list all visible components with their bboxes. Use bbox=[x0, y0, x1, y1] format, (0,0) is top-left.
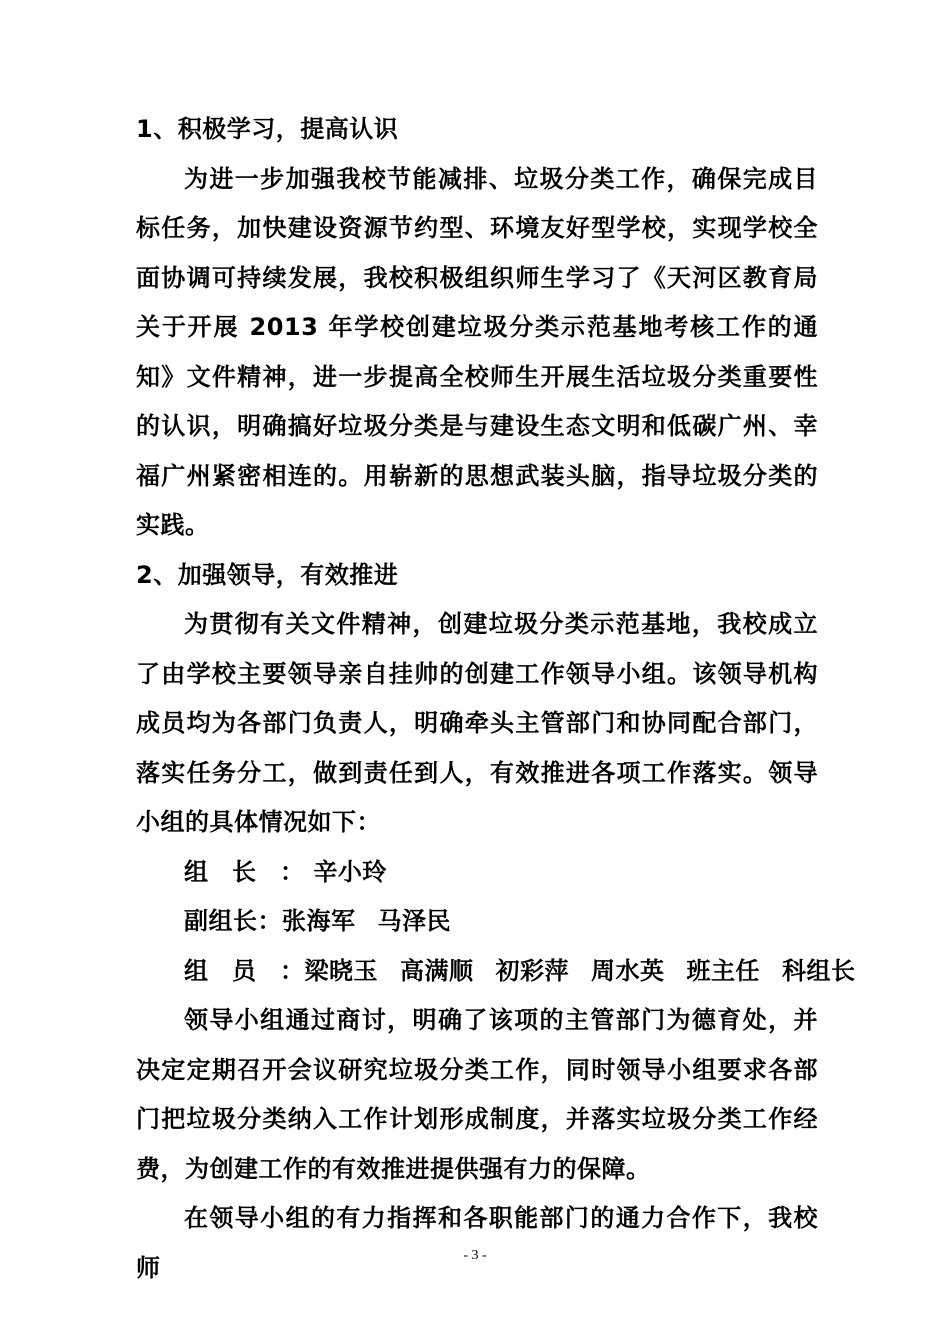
leader-label: 组长 bbox=[184, 857, 280, 886]
page-number: - 3 - bbox=[463, 1248, 487, 1263]
member-name: 初彩萍 bbox=[495, 956, 569, 985]
section-1-paragraph: 为进一步加强我校节能减排、垃圾分类工作，确保完成目标任务，加快建设资源节约型、环境友好型学校，实现学校全面协调可持续发展，我校积极组织师生学习了《天河区教育局关于开展 2013 年学校创建垃圾分类示范基地考核工作的通知》文件精神，进一步提高全校师生开展生活垃圾分类重要性的认识，明确搞好垃圾分类是与建设生态文明和低碳广州、幸福广州紧密相连的。用崭新的思想武装头脑，指导垃圾分类的实践。 bbox=[136, 164, 818, 539]
section-2-paragraph-2: 领导小组通过商讨，明确了该项的主管部门为德育处，并决定定期召开会议研究垃圾分类工作，同时领导小组要求各部门把垃圾分类纳入工作计划形成制度，并落实垃圾分类工作经费，为创建工作的有效推进提供强有力的保障。 bbox=[136, 1006, 818, 1183]
member-name: 班主任 bbox=[686, 956, 760, 985]
section-1-heading: 1、积极学习，提高认识 bbox=[136, 115, 399, 143]
deputy-label: 副组长 bbox=[184, 907, 258, 935]
members-line bbox=[136, 947, 856, 997]
section-2-heading: 2、加强领导，有效推进 bbox=[136, 560, 399, 589]
member-name: 梁晓玉 bbox=[304, 956, 378, 985]
deputy-name: 张海军 bbox=[282, 907, 356, 935]
section-2-paragraph-1: 为贯彻有关文件精神，创建垃圾分类示范基地，我校成立了由学校主要领导亲自挂帅的创建工作领导小组。该领导机构成员均为各部门负责人，明确牵头主管部门和协同配合部门，落实任务分工，做到责任到人，有效推进各项工作落实。领导小组的具体情况如下： bbox=[136, 610, 818, 836]
leader-separator: ： bbox=[280, 857, 305, 886]
section-2-paragraph-3: 在领导小组的有力指挥和各职能部门的通力合作下，我校师 bbox=[136, 1204, 818, 1282]
leader-line bbox=[136, 848, 818, 898]
deputy-name: 马泽民 bbox=[377, 907, 451, 935]
members-separator: ： bbox=[280, 956, 305, 985]
leader-name: 辛小玲 bbox=[313, 857, 387, 886]
members-label: 组员 bbox=[184, 956, 280, 985]
deputy-line bbox=[136, 897, 818, 947]
member-name: 高满顺 bbox=[400, 956, 474, 985]
document-body bbox=[136, 105, 856, 1293]
deputy-separator: ： bbox=[257, 907, 282, 935]
member-name: 科组长 bbox=[782, 956, 856, 985]
member-name: 周水英 bbox=[591, 956, 665, 985]
